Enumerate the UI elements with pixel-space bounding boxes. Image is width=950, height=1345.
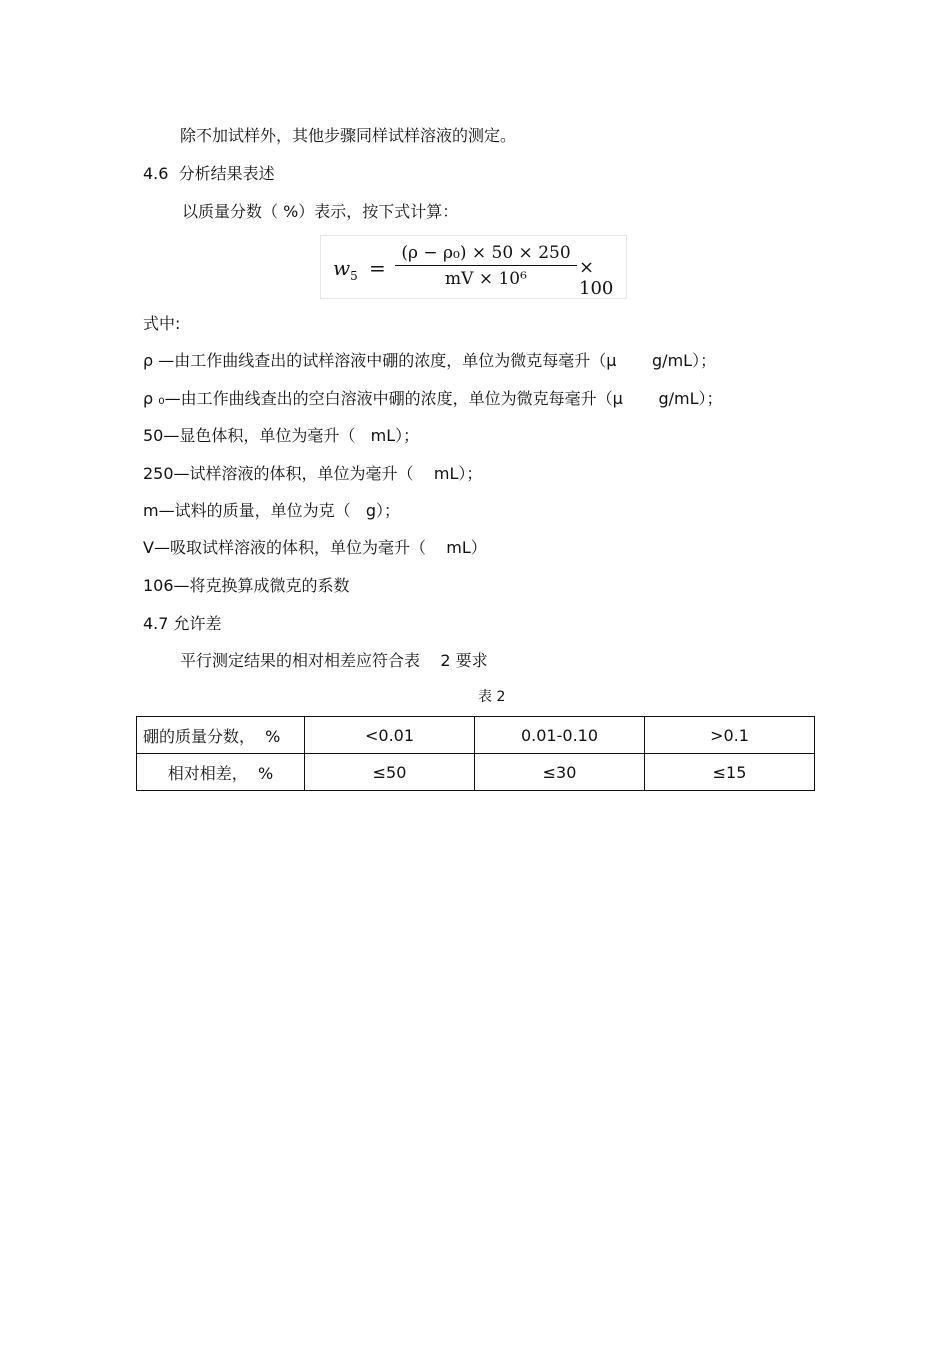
formula-fraction — [395, 242, 577, 290]
formula-multiplier: × 100 — [579, 257, 614, 299]
definition-rho: ρ —由工作曲线查出的试样溶液中硼的浓度，单位为微克每毫升（μ g/mL）； — [143, 351, 717, 370]
formula-lhs — [333, 256, 358, 283]
definition-106: 106—将克换算成微克的系数 — [143, 576, 350, 595]
table-caption: 表 2 — [478, 689, 506, 705]
formula-image — [320, 235, 627, 299]
tolerance-paragraph: 平行测定结果的相对相差应符合表 2 要求 — [180, 651, 488, 670]
table-cell: ≤15 — [645, 754, 815, 791]
definition-m: m—试料的质量，单位为克（ g）； — [143, 501, 401, 520]
table-cell: 硼的质量分数， % — [137, 717, 305, 754]
formula-numerator: (ρ − ρ₀) × 50 × 250 — [401, 243, 571, 263]
definition-v: V—吸取试样溶液的体积，单位为毫升（ mL） — [143, 538, 487, 557]
definition-50: 50—显色体积，单位为毫升（ mL）； — [143, 426, 420, 445]
formula — [333, 242, 623, 299]
section-4-7-heading — [143, 614, 222, 634]
fraction-bar — [395, 265, 577, 266]
table-cell: ≤50 — [305, 754, 475, 791]
table-cell: <0.01 — [305, 717, 475, 754]
section-number: 4.6 — [143, 164, 169, 183]
table-cell: ≤30 — [475, 754, 645, 791]
definition-rho0: ρ ₀—由工作曲线查出的空白溶液中硼的浓度，单位为微克每毫升（μ g/mL）； — [143, 389, 723, 408]
formula-symbol: w — [333, 256, 351, 280]
calculation-intro: 以质量分数（ %）表示，按下式计算： — [182, 202, 459, 221]
definition-250: 250—试样溶液的体积，单位为毫升（ mL）； — [143, 464, 483, 483]
table-row — [137, 717, 815, 754]
formula-equals: = — [369, 256, 386, 280]
table-cell: >0.1 — [645, 717, 815, 754]
blank-test-paragraph: 除不加试样外，其他步骤同样试样溶液的测定。 — [180, 126, 517, 145]
section-title: 分析结果表述 — [178, 164, 275, 183]
section-title: 允许差 — [173, 614, 222, 633]
table-row — [137, 754, 815, 791]
tolerance-table — [136, 716, 815, 791]
section-4-6-heading — [143, 164, 275, 184]
where-label: 式中: — [143, 314, 181, 333]
table-cell: 0.01-0.10 — [475, 717, 645, 754]
formula-subscript: 5 — [350, 269, 358, 283]
formula-denominator: mV × 10⁶ — [445, 269, 527, 289]
table-cell: 相对相差， % — [137, 754, 305, 791]
section-number: 4.7 — [143, 614, 169, 633]
